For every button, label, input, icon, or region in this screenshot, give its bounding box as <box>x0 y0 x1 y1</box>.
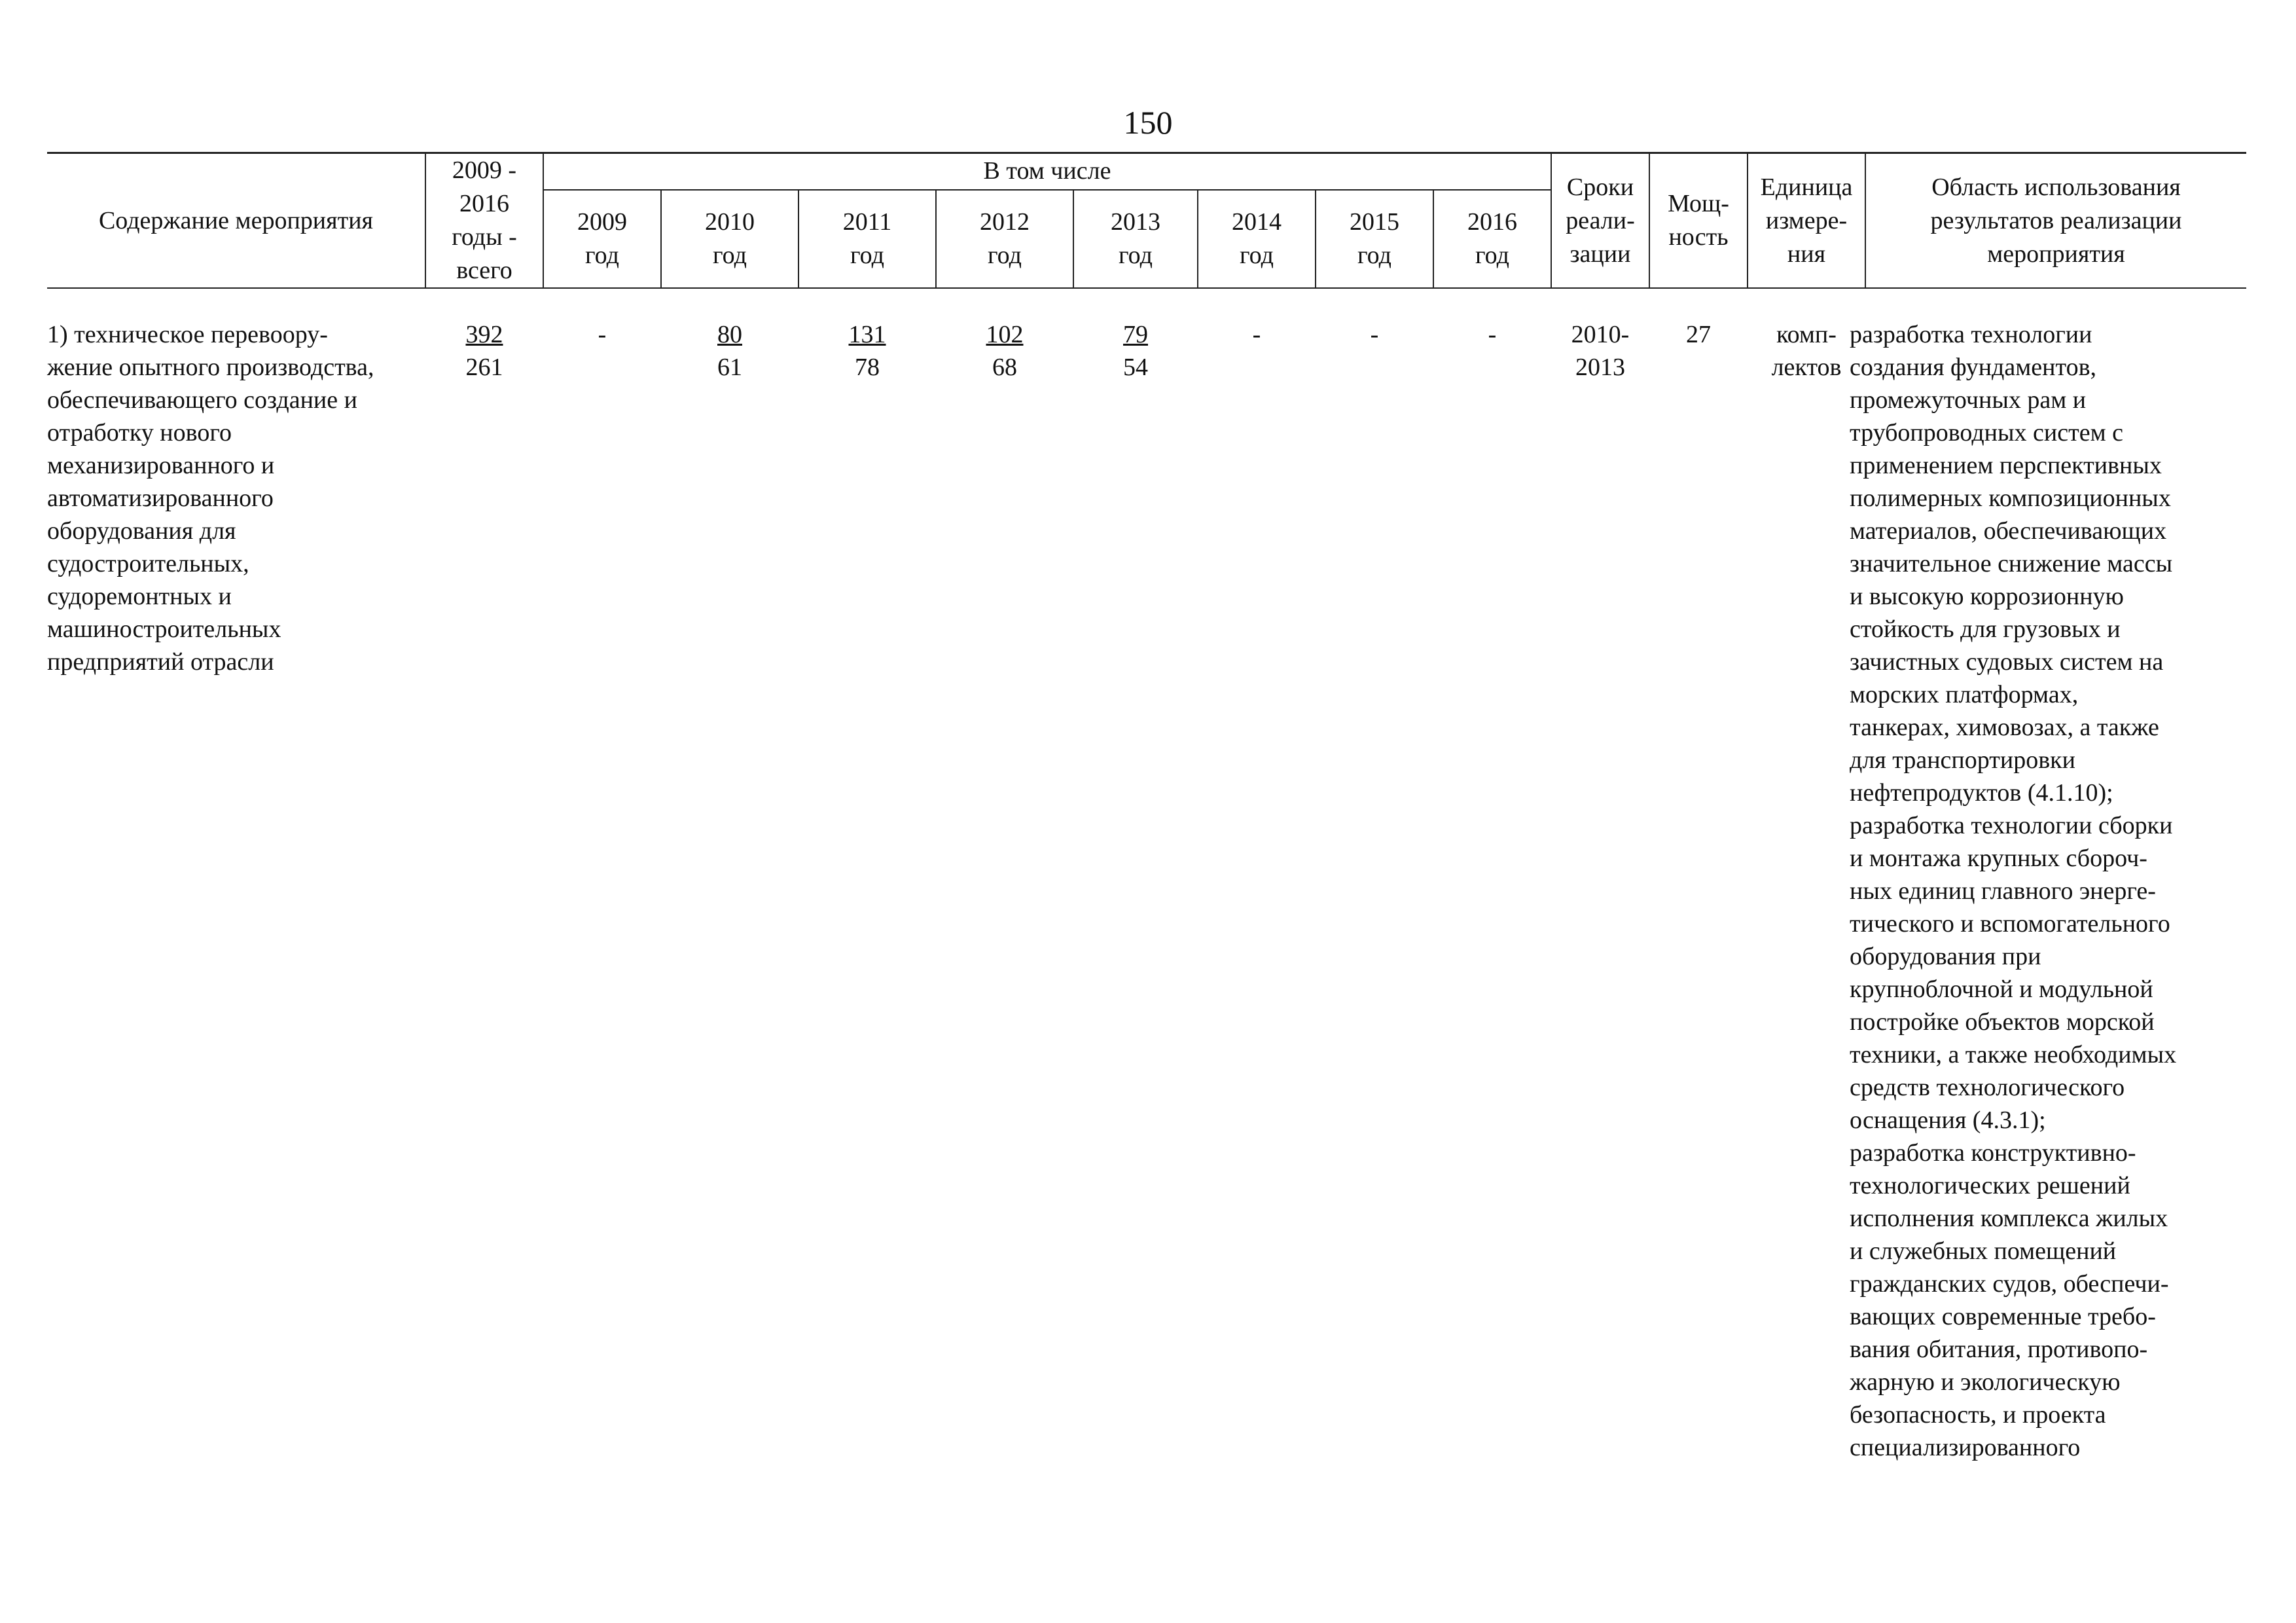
header-year-2009: 2009 год <box>543 190 661 288</box>
table-header <box>47 152 2246 289</box>
header-content: Содержание мероприятия <box>47 153 425 289</box>
row-value-2012: 102 68 <box>986 321 1024 381</box>
row-value-2014: - <box>1252 321 1261 348</box>
header-including: В том числе <box>543 153 1551 190</box>
header-terms: Сроки реали- зации <box>1551 153 1649 289</box>
header-year-2010: 2010 год <box>661 190 798 288</box>
row-description: 1) техническое перевоору- жение опытного производства, обеспечивающего создание и отработку нового механизированного и автоматизированного оборудования для судостроительных, судоремонтных и машиностроительных предприятий отрасли <box>47 321 374 676</box>
header-year-2016: 2016 год <box>1433 190 1551 288</box>
row-unit: комп- лектов <box>1771 321 1842 381</box>
header-year-2012: 2012 год <box>936 190 1073 288</box>
header-year-2011: 2011 год <box>798 190 936 288</box>
row-value-2010: 80 61 <box>717 321 742 381</box>
header-year-2014: 2014 год <box>1198 190 1316 288</box>
header-area: Область использования результатов реализации мероприятия <box>1865 153 2246 289</box>
header-capacity: Мощ- ность <box>1649 153 1748 289</box>
row-area: разработка технологии создания фундаментов, промежуточных рам и трубопроводных систем с применением перспективных полимерных композиционных материалов, обеспечивающих значительное снижение массы и высокую коррозионную стойкость для грузовых и зачистных судовых систем на морских платформах, танкерах, химовозах, а также для транспортировки нефтепродуктов (4.1.10); разработка технологии сборки и монтажа крупных сбороч- ных единиц главного энерге- тического и вспомогательного оборудования при крупноблочной и модульной постройке объектов морской техники, а также необходимых средств технологического оснащения (4.3.1); разработка конструктивно- технологических решений исполнения комплекса жилых и служебных помещений гражданских судов, обеспечи- вающих современные требо- вания обитания, противопо- жарную и экологическую безопасность, и проекта специализированного <box>1850 321 2177 1461</box>
row-total: 392 261 <box>465 321 503 381</box>
row-value-2009: - <box>598 321 607 348</box>
header-total: 2009 - 2016 годы - всего <box>425 153 543 289</box>
row-value-2011: 131 78 <box>848 321 886 381</box>
row-capacity: 27 <box>1686 321 1711 348</box>
header-year-2013: 2013 год <box>1073 190 1198 288</box>
row-value-2013: 79 54 <box>1123 321 1148 381</box>
row-terms: 2010- 2013 <box>1571 321 1630 381</box>
row-value-2015: - <box>1370 321 1379 348</box>
header-year-2015: 2015 год <box>1316 190 1433 288</box>
header-unit: Единица измере- ния <box>1748 153 1865 289</box>
row-value-2016: - <box>1488 321 1497 348</box>
page-number: 150 <box>1123 104 1173 141</box>
